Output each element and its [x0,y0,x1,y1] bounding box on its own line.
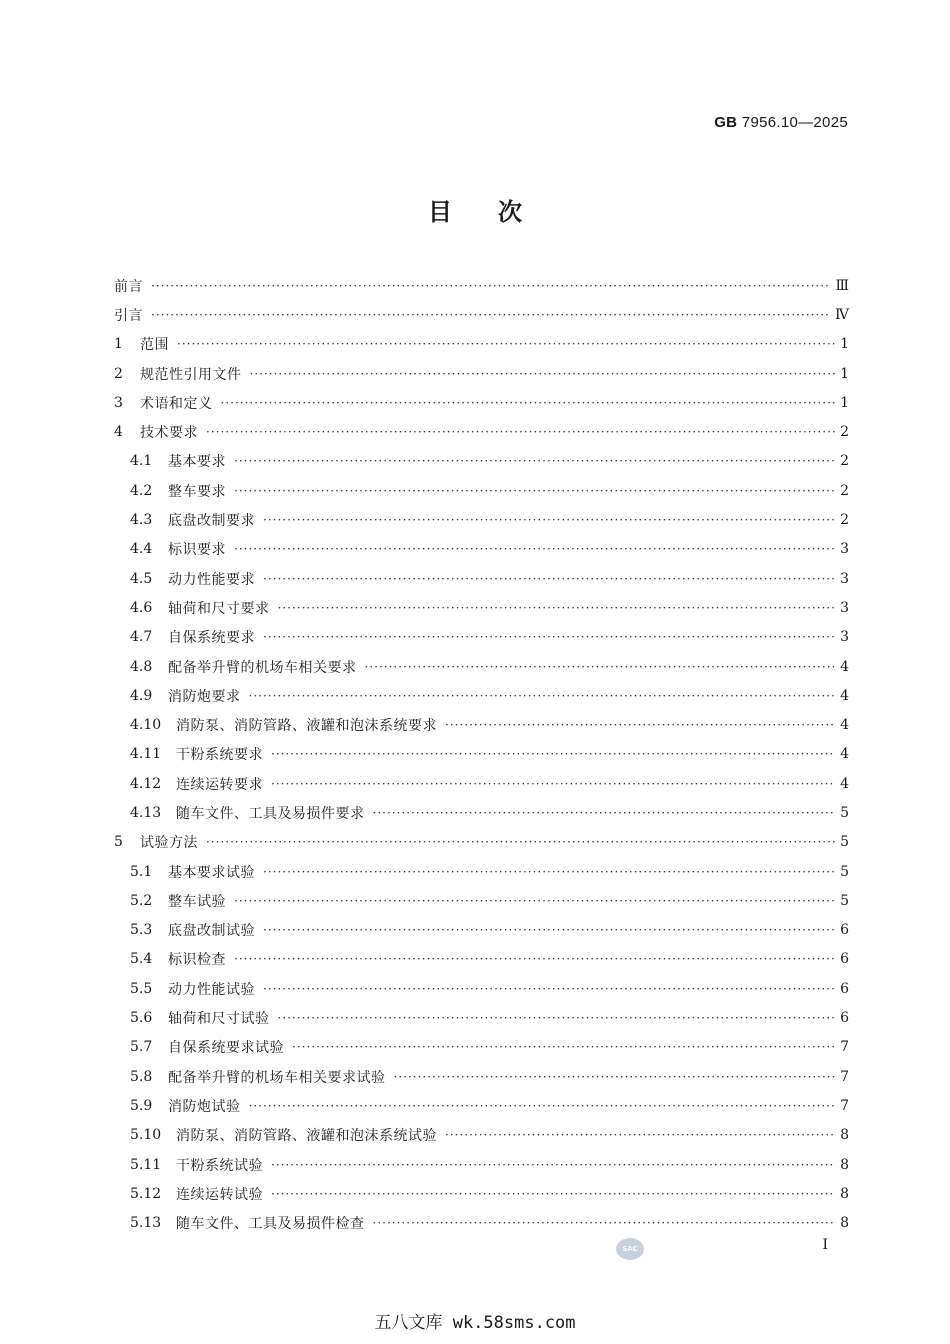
toc-entry-label: 轴荷和尺寸要求 [168,600,270,617]
toc-entry[interactable] [114,1121,849,1150]
toc-entry-number: 5.5 [130,980,153,997]
toc-entry-number: 5.8 [130,1068,153,1085]
toc-entry[interactable] [114,886,849,915]
toc-entry-page: 6 [840,1010,849,1027]
toc-entry-label: 底盘改制要求 [168,513,255,530]
toc-entry-page: 1 [840,336,849,353]
toc-entry-page: 2 [840,424,849,441]
toc-entry-label: 干粉系统要求 [176,747,263,764]
toc-entry-page: 2 [840,512,849,529]
standard-code [714,114,848,131]
toc-entry-label: 基本要求试验 [168,864,255,881]
toc-entry[interactable] [114,1179,849,1208]
toc-leader-dots [263,630,835,644]
toc-entry-number: 5.9 [130,1097,153,1114]
toc-entry-number: 4.2 [130,482,153,499]
toc-entry[interactable] [114,1033,849,1062]
page-folio: I [822,1237,828,1253]
toc-leader-dots [177,337,835,351]
toc-entry-page: 2 [840,453,849,470]
toc-entry-number: 4.13 [130,804,162,821]
toc-entry[interactable] [114,916,849,945]
toc-leader-dots [365,660,836,674]
toc-entry-page: 1 [840,394,849,411]
toc-entry-number: 2 [114,365,123,382]
toc-entry-number: 4.10 [130,717,162,734]
toc-leader-dots [234,894,835,908]
toc-entry-page: 8 [840,1185,849,1202]
toc-leader-dots [278,1011,836,1025]
toc-entry-page: 8 [840,1156,849,1173]
toc-entry[interactable] [114,388,849,417]
toc-leader-dots [249,1099,836,1113]
toc-entry[interactable] [114,857,849,886]
toc-entry-label: 消防炮试验 [168,1098,241,1115]
toc-entry[interactable] [114,417,849,446]
toc-leader-dots [249,689,836,703]
toc-entry-label: 消防炮要求 [168,688,241,705]
toc-entry-page: 8 [840,1215,849,1232]
toc-entry[interactable] [114,1150,849,1179]
toc-entry[interactable] [114,300,849,329]
toc-leader-dots [271,1158,835,1172]
toc-entry-label: 配备举升臂的机场车相关要求 [168,659,357,676]
toc-leader-dots [221,396,836,410]
toc-leader-dots [151,308,831,322]
toc-entry-label: 标识要求 [168,542,226,559]
footer-watermark: 五八文库 wk.58sms.com [374,1313,576,1333]
toc-entry-number: 4 [114,424,123,441]
toc-entry-number: 3 [114,394,123,411]
toc-entry-number: 5.13 [130,1215,162,1232]
toc-entry-page: 3 [840,629,849,646]
toc-entry-label: 自保系统要求试验 [168,1040,284,1057]
toc-entry[interactable] [114,271,849,300]
toc-entry-label: 术语和定义 [140,395,213,412]
toc-leader-dots [394,1070,836,1084]
toc-entry-label: 配备举升臂的机场车相关要求试验 [168,1069,386,1086]
toc-entry[interactable] [114,447,849,476]
standard-code-number: 7956.10—2025 [741,114,848,131]
toc-leader-dots [373,1216,836,1230]
toc-entry-page: 4 [840,687,849,704]
toc-entry-number: 4.3 [130,512,153,529]
toc-entry-number: 5.6 [130,1010,153,1027]
toc-entry-label: 连续运转要求 [176,776,263,793]
toc-entry-number: 4.6 [130,599,153,616]
toc-entry-number: 5.11 [130,1156,162,1173]
toc-leader-dots [271,777,835,791]
toc-entry[interactable] [114,681,849,710]
toc-leader-dots [445,718,835,732]
toc-entry-page: 8 [840,1127,849,1144]
toc-leader-dots [234,952,835,966]
toc-entry-number: 1 [114,336,123,353]
toc-entry-label: 范围 [140,337,169,354]
toc-leader-dots [263,923,835,937]
toc-leader-dots [234,454,835,468]
toc-leader-dots [271,1187,835,1201]
toc-entry-number: 4.12 [130,775,162,792]
toc-entry-label: 消防泵、消防管路、液罐和泡沫系统试验 [176,1128,437,1145]
toc-entry-number: 5.7 [130,1039,153,1056]
toc-leader-dots [234,542,835,556]
toc-entry-label: 随车文件、工具及易损件要求 [176,805,365,822]
sac-seal-logo: SAC [616,1238,644,1260]
toc-entry-label: 消防泵、消防管路、液罐和泡沫系统要求 [176,718,437,735]
toc-entry-number: 5.3 [130,922,153,939]
toc-entry[interactable] [114,652,849,681]
toc-leader-dots [263,572,835,586]
toc-entry[interactable] [114,330,849,359]
toc-entry-label: 随车文件、工具及易损件检查 [176,1216,365,1233]
toc-entry-label: 自保系统要求 [168,630,255,647]
toc-leader-dots [278,601,836,615]
toc-leader-dots [263,982,835,996]
toc-entry-page: 6 [840,922,849,939]
toc-leader-dots [250,367,836,381]
toc-entry-page: 5 [840,892,849,909]
toc-entry-number: 5.4 [130,951,153,968]
toc-entry-page: 4 [840,717,849,734]
toc-entry[interactable] [114,769,849,798]
table-of-contents [114,271,849,1238]
toc-leader-dots [206,425,835,439]
toc-entry-page: 6 [840,951,849,968]
toc-title: 目次 [428,198,568,226]
toc-entry-page: 3 [840,541,849,558]
toc-entry-page: 7 [840,1068,849,1085]
toc-leader-dots [206,835,835,849]
toc-entry-number: 4.1 [130,453,153,470]
toc-entry-page: 7 [840,1097,849,1114]
toc-entry-label: 引言 [114,307,143,324]
toc-entry-page: 1 [840,365,849,382]
toc-entry[interactable] [114,505,849,534]
toc-entry[interactable] [114,1003,849,1032]
toc-entry-number: 4.7 [130,629,153,646]
toc-entry[interactable] [114,710,849,739]
toc-entry[interactable] [114,535,849,564]
toc-entry-label: 技术要求 [140,425,198,442]
toc-entry[interactable] [114,623,849,652]
toc-entry-page: 4 [840,746,849,763]
toc-entry-label: 前言 [114,278,143,295]
toc-entry-label: 整车要求 [168,483,226,500]
toc-entry-label: 动力性能要求 [168,571,255,588]
toc-entry-page: 3 [840,599,849,616]
toc-entry-label: 动力性能试验 [168,981,255,998]
toc-entry-number: 5 [114,834,123,851]
toc-entry[interactable] [114,593,849,622]
toc-entry[interactable] [114,974,849,1003]
toc-entry-number: 4.9 [130,687,153,704]
toc-entry-label: 轴荷和尺寸试验 [168,1011,270,1028]
toc-leader-dots [263,513,835,527]
toc-entry-page: 2 [840,482,849,499]
toc-entry-page: 5 [840,834,849,851]
toc-leader-dots [292,1040,835,1054]
toc-entry-label: 规范性引用文件 [140,366,242,383]
toc-entry-page: 5 [840,863,849,880]
toc-leader-dots [445,1128,835,1142]
toc-entry-label: 整车试验 [168,893,226,910]
toc-entry-label: 底盘改制试验 [168,923,255,940]
toc-leader-dots [234,484,835,498]
toc-entry-page: Ⅳ [835,306,849,323]
toc-entry-number: 5.2 [130,892,153,909]
toc-entry-page: 3 [840,570,849,587]
toc-entry-label: 干粉系统试验 [176,1157,263,1174]
toc-entry[interactable] [114,798,849,827]
toc-entry[interactable] [114,1091,849,1120]
toc-entry[interactable] [114,1062,849,1091]
toc-entry-page: 4 [840,658,849,675]
toc-entry-number: 4.4 [130,541,153,558]
toc-entry-number: 5.12 [130,1185,162,1202]
toc-entry[interactable] [114,828,849,857]
toc-entry-page: 4 [840,775,849,792]
toc-entry-page: 5 [840,804,849,821]
toc-entry[interactable] [114,476,849,505]
toc-entry-label: 标识检查 [168,952,226,969]
toc-entry-number: 4.5 [130,570,153,587]
toc-entry-number: 5.10 [130,1127,162,1144]
toc-entry-label: 连续运转试验 [176,1186,263,1203]
toc-entry[interactable] [114,564,849,593]
toc-leader-dots [151,279,831,293]
toc-entry[interactable] [114,945,849,974]
toc-entry[interactable] [114,1209,849,1238]
toc-leader-dots [373,806,836,820]
toc-leader-dots [263,865,835,879]
toc-entry-number: 5.1 [130,863,153,880]
toc-entry-page: 6 [840,980,849,997]
toc-entry-number: 4.8 [130,658,153,675]
toc-entry-label: 试验方法 [140,835,198,852]
toc-entry[interactable] [114,359,849,388]
standard-code-prefix: GB [714,114,738,131]
toc-entry-page: Ⅲ [835,277,849,294]
toc-entry-number: 4.11 [130,746,162,763]
toc-entry-label: 基本要求 [168,454,226,471]
toc-entry-page: 7 [840,1039,849,1056]
toc-leader-dots [271,747,835,761]
toc-entry[interactable] [114,740,849,769]
